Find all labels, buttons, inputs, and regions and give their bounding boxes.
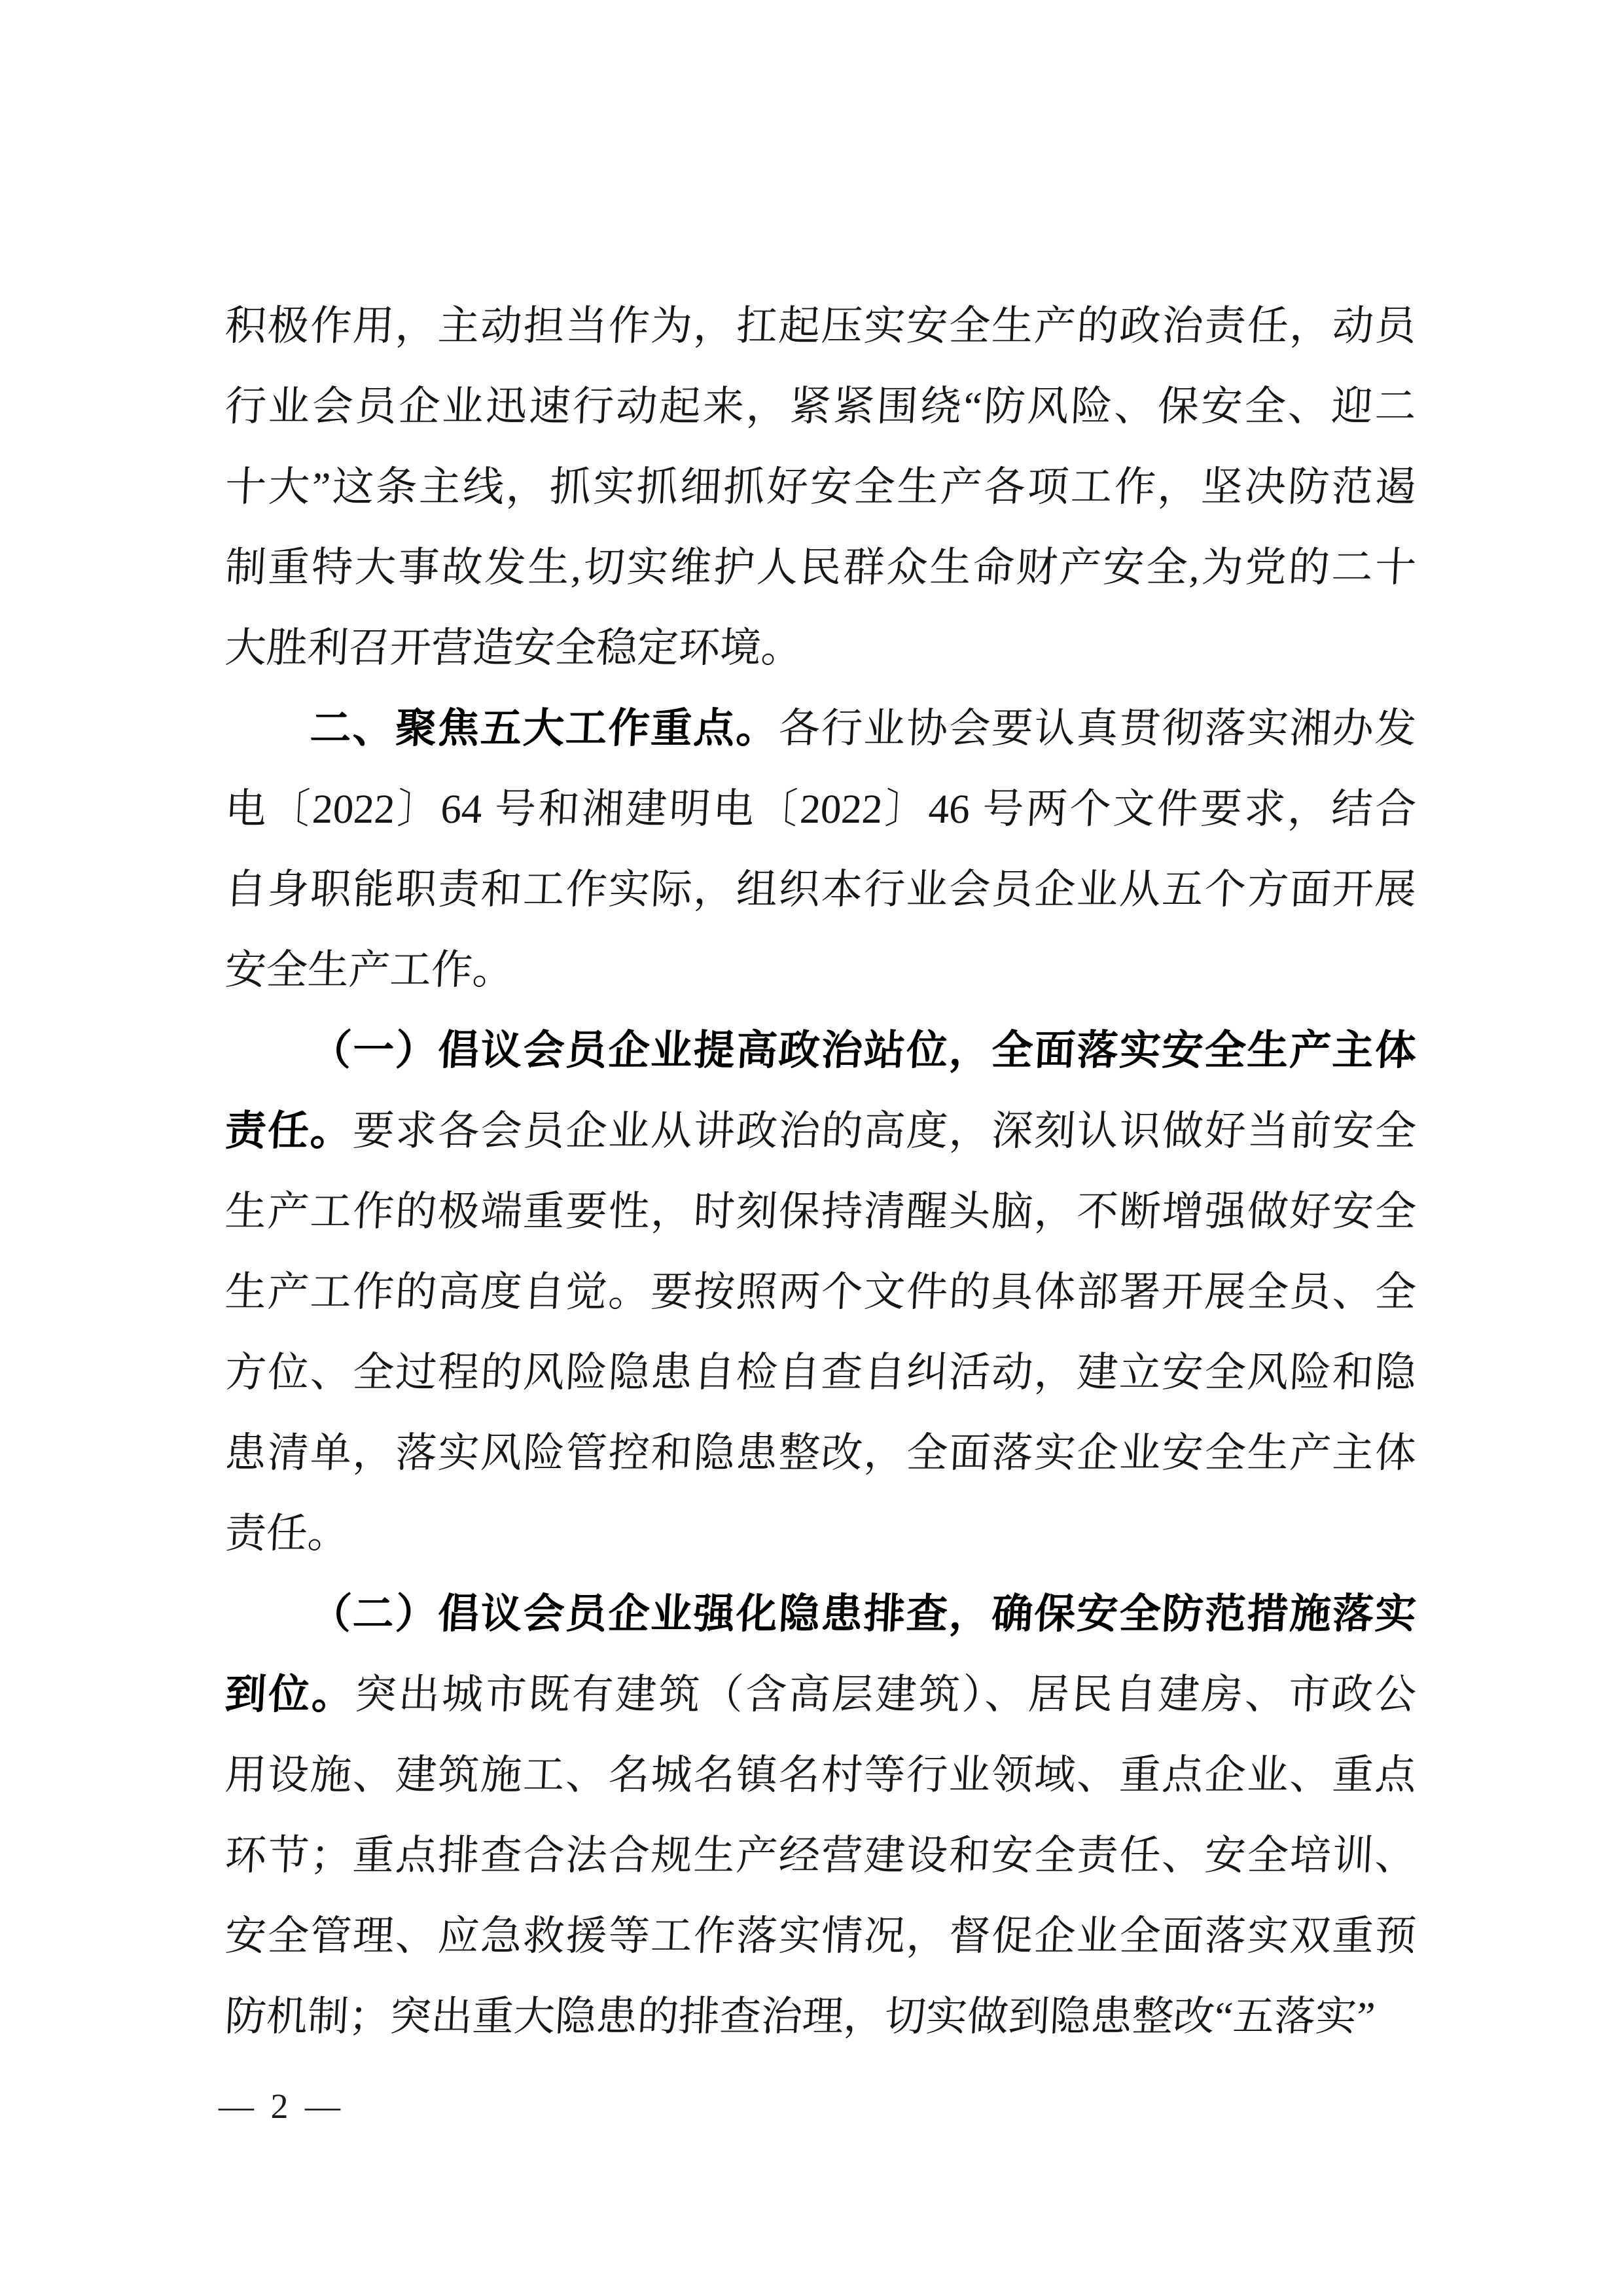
subsection-heading-run: 责任。 (224, 1108, 355, 1154)
text-line (223, 1494, 1418, 1574)
text-run: 积极作用，主动担当作为，扛起压实安全生产的政治责任，动员 (224, 303, 1418, 349)
text-line (223, 769, 1418, 850)
text-line (223, 930, 1418, 1011)
text-line (223, 1655, 1418, 1735)
text-line (223, 1977, 1418, 2057)
text-line (223, 1011, 1418, 1091)
text-line (223, 1413, 1418, 1494)
text-line (223, 1896, 1418, 1977)
text-run: 自身职能职责和工作实际，组织本行业会员企业从五个方面开展 (224, 867, 1418, 912)
text-run: 环节；重点排查合法合规生产经营建设和安全责任、安全培训、 (224, 1833, 1418, 1878)
text-line (223, 850, 1418, 930)
text-run: 大胜利召开营造安全稳定环境。 (224, 625, 804, 671)
subsection-heading-run: （一）倡议会员企业提高政治站位，全面落实安全生产主体 (309, 1028, 1418, 1073)
text-run: 制重特大事故发生,切实维护人民群众生命财产安全,为党的二十 (224, 545, 1418, 590)
text-run: 用设施、建筑施工、名城名镇名村等行业领域、重点企业、重点 (224, 1752, 1418, 1798)
text-line (223, 286, 1418, 367)
text-line (223, 1172, 1418, 1252)
text-line (223, 1333, 1418, 1413)
text-line (223, 608, 1418, 689)
subsection-heading-run: 到位。 (224, 1672, 357, 1717)
text-run: 生产工作的极端重要性，时刻保持清醒头脑，不断增强做好安全 (224, 1189, 1418, 1234)
text-run: 生产工作的高度自觉。要按照两个文件的具体部署开展全员、全 (224, 1269, 1418, 1315)
text-run: 安全生产工作。 (224, 947, 515, 993)
text-run: 各行业协会要认真贯彻落实湘办发 (777, 706, 1418, 751)
text-line (223, 1091, 1418, 1172)
text-run: 安全管理、应急救援等工作落实情况，督促企业全面落实双重预 (224, 1913, 1418, 1959)
text-line (223, 689, 1418, 769)
text-line (223, 1816, 1418, 1896)
text-line (223, 1574, 1418, 1655)
page-number: — 2 — (219, 2087, 344, 2126)
text-line (223, 1252, 1418, 1333)
text-run: 突出城市既有建筑（含高层建筑）、居民自建房、市政公 (353, 1672, 1418, 1717)
text-line (223, 1735, 1418, 1816)
section-heading-run: 二、聚焦五大工作重点。 (309, 706, 780, 751)
text-run: 十大”这条主线，抓实抓细抓好安全生产各项工作，坚决防范遏 (224, 464, 1418, 510)
text-line (223, 367, 1418, 447)
text-run: 患清单，落实风险管控和隐患整改，全面落实企业安全生产主体 (224, 1430, 1418, 1476)
text-run: 责任。 (224, 1511, 350, 1556)
text-run: 方位、全过程的风险隐患自检自查自纠活动，建立安全风险和隐 (224, 1350, 1418, 1395)
text-run: 行业会员企业迅速行动起来，紧紧围绕“防风险、保安全、迎二 (224, 384, 1418, 429)
text-line (223, 447, 1418, 528)
body-text (225, 286, 1416, 2057)
text-run: 电〔2022〕64 号和湘建明电〔2022〕46 号两个文件要求，结合 (224, 786, 1418, 832)
text-line (223, 528, 1418, 608)
text-run: 要求各会员企业从讲政治的高度，深刻认识做好当前安全 (351, 1108, 1418, 1154)
subsection-heading-run: （二）倡议会员企业强化隐患排查，确保安全防范措施落实 (309, 1591, 1418, 1637)
text-run: 防机制；突出重大隐患的排查治理，切实做到隐患整改“五落实” (224, 1994, 1376, 2039)
